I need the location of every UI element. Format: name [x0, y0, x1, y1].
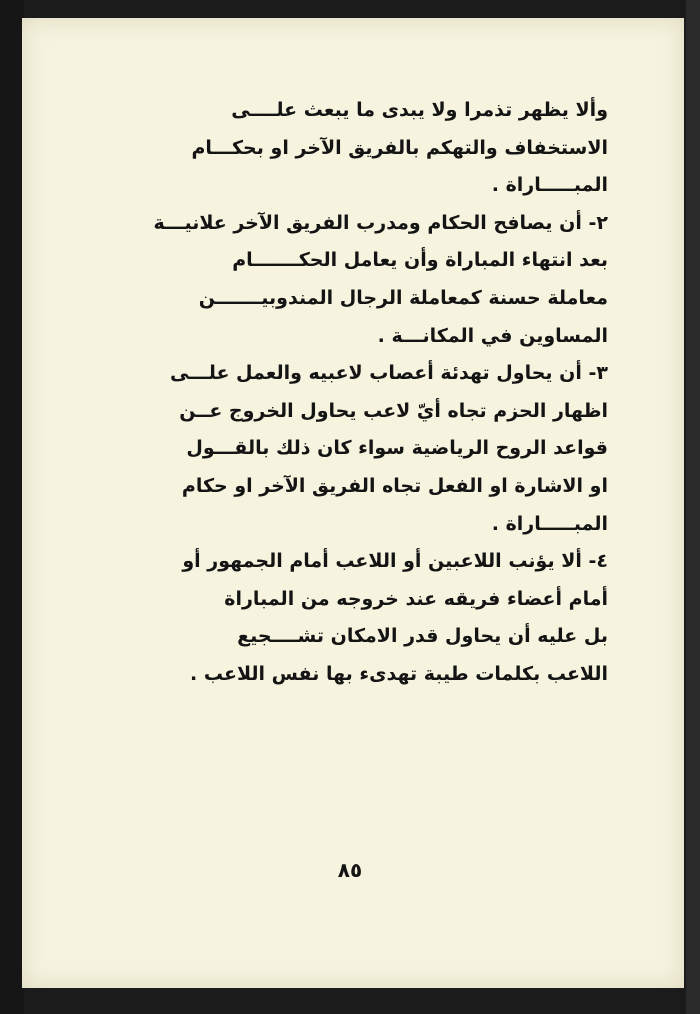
body-text — [118, 92, 608, 694]
text-line: ٤- ألا يؤنب اللاعبين أو اللاعب أمام الجمهور أو — [182, 550, 608, 573]
page-number: ٨٥ — [337, 858, 363, 882]
text-line: المبـــــاراة . — [491, 174, 608, 197]
text-line: او الاشارة او الفعل تجاه الفريق الآخر او حكام — [181, 474, 608, 497]
text-line: بعد انتهاء المباراة وأن يعامل الحكـــــــام — [232, 249, 608, 272]
text-line: المساوين في المكانـــة . — [377, 324, 608, 347]
text-line: وألا يظهر تذمرا ولا يبدى ما يبعث علــــى — [231, 99, 608, 121]
text-line: ٣- أن يحاول تهدئة أعصاب لاعبيه والعمل علـــى — [169, 362, 608, 385]
text-line: ٢- أن يصافح الحكام ومدرب الفريق الآخر علانيـــة — [153, 211, 608, 234]
text-line: الاستخفاف والتهكم بالفريق الآخر او بحكـــام — [191, 136, 608, 159]
text-line: أمام أعضاء فريقه عند خروجه من المباراة — [224, 587, 608, 610]
text-line: المبـــــاراة . — [491, 512, 608, 535]
text-line: اللاعب بكلمات طيبة تهدىء بها نفس اللاعب . — [190, 662, 608, 685]
text-line: قواعد الروح الرياضية سواء كان ذلك بالقـــول — [186, 437, 608, 460]
text-line: بل عليه أن يحاول قدر الامكان تشــــجيع — [237, 625, 608, 648]
text-line: اظهار الحزم تجاه أيّ لاعب يحاول الخروج عــن — [179, 399, 608, 422]
text-line: معاملة حسنة كمعاملة الرجال المندوبيـــــــن — [198, 286, 608, 309]
